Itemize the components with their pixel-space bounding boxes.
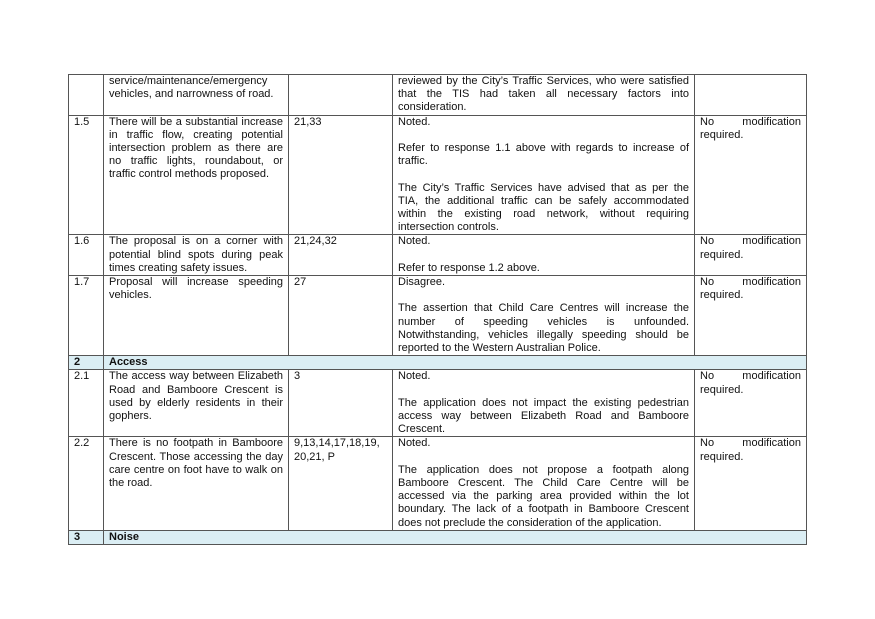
response-paragraph: reviewed by the City’s Traffic Services, who were satisfied that the TIS had taken all necessary factors into consideration.: [398, 75, 689, 114]
submitter-numbers: 27: [289, 276, 393, 356]
table-row: [69, 437, 807, 530]
recommendation: No modification required.: [695, 235, 807, 276]
table-row: [69, 370, 807, 437]
table-row: [69, 115, 807, 235]
section-header-noise: [69, 530, 807, 544]
item-number: [69, 75, 104, 116]
submission-text: There is no footpath in Bamboore Crescent. Those accessing the day care centre on foot have to walk on the road.: [104, 437, 289, 530]
recommendation: No modification required.: [695, 115, 807, 235]
submitter-numbers: 9,13,14,17,18,19, 20,21, P: [289, 437, 393, 530]
submitter-numbers: 3: [289, 370, 393, 437]
response-cell: [393, 276, 695, 356]
response-paragraph: Noted.: [398, 437, 431, 450]
section-title: Access: [104, 356, 807, 370]
submitter-numbers: 21,24,32: [289, 235, 393, 276]
submission-text: The proposal is on a corner with potential blind spots during peak times creating safety issues.: [104, 235, 289, 276]
item-number: 2.2: [69, 437, 104, 530]
response-paragraph: Disagree.: [398, 276, 446, 289]
response-paragraph: Noted.: [398, 115, 431, 128]
submission-text: Proposal will increase speeding vehicles.: [104, 276, 289, 356]
response-cell: [393, 115, 695, 235]
response-cell: [393, 235, 695, 276]
response-cell: [393, 437, 695, 530]
section-title: Noise: [104, 530, 807, 544]
recommendation: No modification required.: [695, 276, 807, 356]
response-paragraph: Refer to response 1.1 above with regards to increase of traffic.: [398, 142, 689, 168]
recommendation: [695, 75, 807, 116]
table-row: [69, 75, 807, 116]
item-number: 1.5: [69, 115, 104, 235]
table-row: [69, 276, 807, 356]
response-paragraph: The application does not impact the existing pedestrian access way between Elizabeth Road and Bamboore Crescent.: [398, 396, 689, 436]
submitter-numbers: 21,33: [289, 115, 393, 235]
submissions-table: [68, 74, 807, 545]
submission-text: service/maintenance/emergency vehicles, and narrowness of road.: [104, 75, 289, 116]
section-header-access: [69, 356, 807, 370]
section-number: 2: [69, 356, 104, 370]
response-paragraph: Refer to response 1.2 above.: [398, 261, 540, 274]
response-paragraph: The application does not propose a footpath along Bamboore Crescent. The Child Care Centre will be accessed via the parking area provided within the lot boundary. The lack of a footpath in Bamboore Crescent does not preclude the consideration of the application.: [398, 463, 689, 529]
response-paragraph: The assertion that Child Care Centres will increase the number of speeding vehicles is unfounded. Notwithstanding, vehicles illegally speeding should be reported to the Western Australian Police.: [398, 302, 689, 355]
response-paragraph: The City’s Traffic Services have advised that as per the TIA, the additional traffic can be safely accommodated within the existing road network, without requiring intersection controls.: [398, 181, 689, 234]
recommendation: No modification required.: [695, 370, 807, 437]
submissions-table-body: [69, 75, 807, 545]
submission-text: The access way between Elizabeth Road and Bamboore Crescent is used by elderly residents in their gophers.: [104, 370, 289, 437]
item-number: 1.6: [69, 235, 104, 276]
submission-text: There will be a substantial increase in traffic flow, creating potential intersection problem as there are no traffic lights, roundabout, or traffic control methods proposed.: [104, 115, 289, 235]
response-cell: [393, 75, 695, 116]
response-cell: [393, 370, 695, 437]
item-number: 1.7: [69, 276, 104, 356]
item-number: 2.1: [69, 370, 104, 437]
section-number: 3: [69, 530, 104, 544]
submitter-numbers: [289, 75, 393, 116]
recommendation: No modification required.: [695, 437, 807, 530]
response-paragraph: Noted.: [398, 370, 431, 383]
response-paragraph: Noted.: [398, 235, 431, 248]
table-row: [69, 235, 807, 276]
